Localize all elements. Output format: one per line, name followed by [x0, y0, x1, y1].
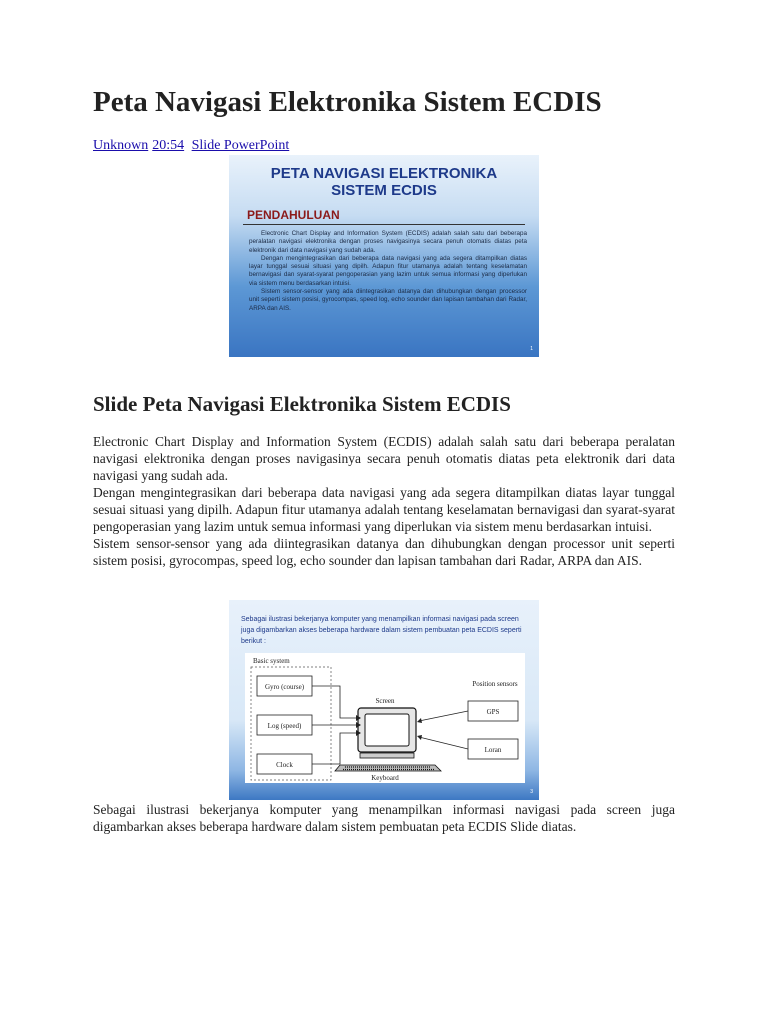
section-heading: Slide Peta Navigasi Elektronika Sistem ECDIS	[93, 392, 511, 416]
post-meta	[93, 138, 293, 154]
label-link[interactable]: Slide PowerPoint	[191, 138, 290, 153]
slide1-paragraph: Sistem sensor-sensor yang ada diintegrasikan datanya dan dihubungkan dengan processor unit seperti sistem posisi, gyrocompas, speed log, echo sounder dan lapisan tambahan dari Radar, ARPA dan AIS.	[249, 288, 527, 312]
section-body	[93, 433, 675, 569]
log-label: Log (speed)	[267, 722, 302, 730]
gyro-label: Gyro (course)	[264, 683, 305, 691]
clock-label: Clock	[276, 761, 293, 769]
loran-label: Loran	[484, 746, 502, 754]
body-paragraph: Dengan mengintegrasikan dari beberapa data navigasi yang ada segera ditampilkan diatas layar tunggal sesuai situasi yang dipilh. Adapun fitur utamanya adalah tentang keselamatan bernavigasi dan syarat-syarat pengoperasian yang lazim untuk semua informasi yang diperlukan via sistem menu berdasarkan intuisi.	[93, 485, 675, 534]
diagram-svg	[245, 653, 525, 783]
page-title: Peta Navigasi Elektronika Sistem ECDIS	[93, 86, 602, 118]
slide1-divider	[243, 224, 525, 225]
body-paragraph: Electronic Chart Display and Information System (ECDIS) adalah salah satu dari beberapa peralatan navigasi elektronika dengan proses navigasinya secara penuh otomatis diatas peta elektronik dari data navigasi yang sudah ada.	[93, 434, 675, 483]
body-paragraph: Sistem sensor-sensor yang ada diintegrasikan datanya dan dihubungkan dengan processor unit seperti sistem posisi, gyrocompas, speed log, echo sounder dan lapisan tambahan dari Radar, ARPA dan AIS.	[93, 536, 675, 568]
keyboard-label: Keyboard	[371, 774, 399, 782]
slide-image-1[interactable]	[229, 155, 539, 357]
slide2-text: Sebagai ilustrasi bekerjanya komputer yang menampilkan informasi navigasi pada screen juga digambarkan akses beberapa hardware dalam sistem pembuatan peta ECDIS seperti berikut :	[241, 616, 522, 645]
hardware-diagram	[245, 653, 525, 783]
slide1-title: PETA NAVIGASI ELEKTRONIKA SISTEM ECDIS	[270, 165, 498, 199]
slide-image-2[interactable]	[229, 600, 539, 800]
basic-system-label: Basic system	[253, 657, 290, 665]
slide1-paragraph: Dengan mengintegrasikan dari beberapa data navigasi yang ada segera ditampilkan diatas layar tunggal sesuai situasi yang dipilh. Adapun fitur utamanya adalah tentang keselamatan bernavigasi dan syarat-syarat pengoperasian yang lazim untuk semua informasi yang diperlukan via sistem menu berdasarkan intuisi.	[249, 254, 527, 287]
time-link[interactable]: 20:54	[152, 138, 185, 153]
slide1-paragraph: Electronic Chart Display and Information System (ECDIS) adalah salah satu dari beberapa peralatan navigasi elektronika dengan proses navigasinya secara penuh otomatis diatas peta elektronik dari data navigasi yang sudah ada.	[249, 230, 527, 254]
author-link[interactable]: Unknown	[93, 138, 149, 153]
gps-label: GPS	[486, 708, 500, 716]
closing-paragraph: Sebagai ilustrasi bekerjanya komputer yang menampilkan informasi navigasi pada screen juga digambarkan akses beberapa hardware dalam sistem pembuatan peta ECDIS Slide diatas.	[93, 802, 675, 834]
screen-label: Screen	[375, 697, 395, 705]
slide1-heading: PENDAHULUAN	[247, 208, 340, 222]
slide1-page-number: 1	[530, 346, 533, 352]
position-sensors-label: Position sensors	[472, 680, 518, 688]
slide1-body	[249, 230, 527, 313]
closing-body	[93, 801, 675, 835]
slide2-page-number: 3	[530, 789, 533, 795]
